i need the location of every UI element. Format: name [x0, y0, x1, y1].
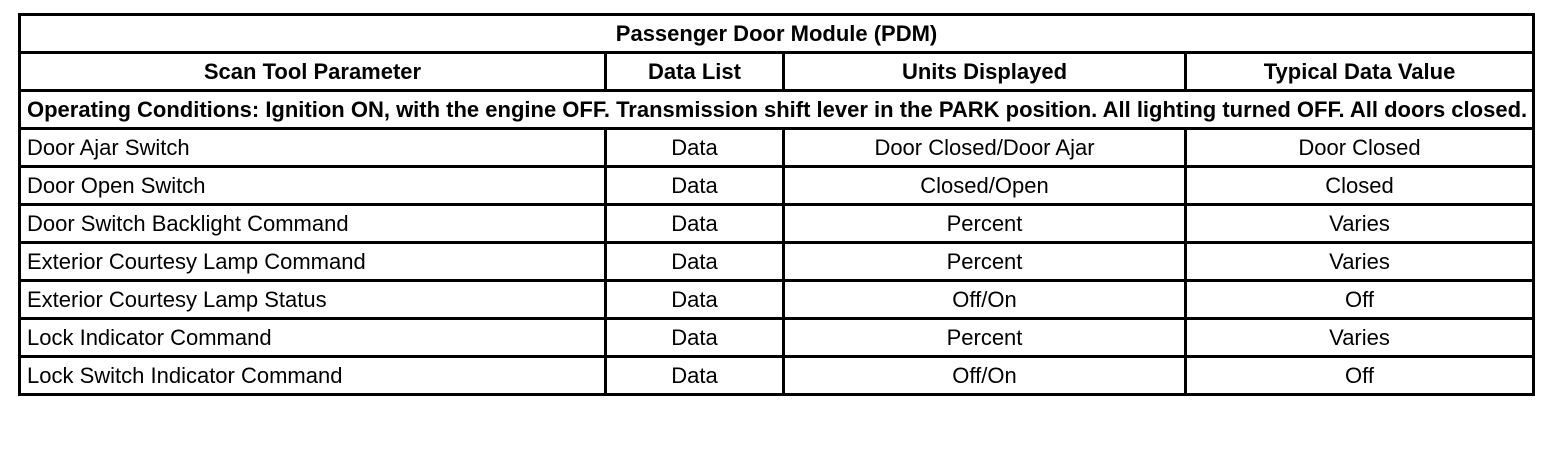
cell-units: Percent	[784, 319, 1186, 357]
header-typical-data-value: Typical Data Value	[1186, 53, 1534, 91]
cell-parameter: Lock Indicator Command	[20, 319, 606, 357]
cell-parameter: Door Switch Backlight Command	[20, 205, 606, 243]
cell-parameter: Door Open Switch	[20, 167, 606, 205]
table-row	[20, 129, 1534, 167]
operating-conditions: Operating Conditions: Ignition ON, with the engine OFF. Transmission shift lever in the PARK position. All lighting turned OFF. All doors closed.	[20, 91, 1534, 129]
cell-parameter: Exterior Courtesy Lamp Command	[20, 243, 606, 281]
table-row	[20, 205, 1534, 243]
header-units-displayed: Units Displayed	[784, 53, 1186, 91]
cell-data-list: Data	[606, 357, 784, 395]
cell-data-list: Data	[606, 167, 784, 205]
cell-data-list: Data	[606, 243, 784, 281]
cell-typical-value: Off	[1186, 281, 1534, 319]
pdm-data-table	[18, 13, 1535, 396]
cell-parameter: Door Ajar Switch	[20, 129, 606, 167]
cell-data-list: Data	[606, 205, 784, 243]
cell-typical-value: Varies	[1186, 243, 1534, 281]
cell-typical-value: Varies	[1186, 319, 1534, 357]
cell-typical-value: Off	[1186, 357, 1534, 395]
table-title-row	[20, 15, 1534, 53]
cell-units: Percent	[784, 243, 1186, 281]
cell-units: Closed/Open	[784, 167, 1186, 205]
cell-units: Off/On	[784, 357, 1186, 395]
cell-parameter: Exterior Courtesy Lamp Status	[20, 281, 606, 319]
cell-parameter: Lock Switch Indicator Command	[20, 357, 606, 395]
table-row	[20, 281, 1534, 319]
table-row	[20, 243, 1534, 281]
cell-typical-value: Closed	[1186, 167, 1534, 205]
table-row	[20, 167, 1534, 205]
table-title: Passenger Door Module (PDM)	[20, 15, 1534, 53]
table-row	[20, 319, 1534, 357]
header-scan-tool-parameter: Scan Tool Parameter	[20, 53, 606, 91]
cell-typical-value: Door Closed	[1186, 129, 1534, 167]
table-header-row	[20, 53, 1534, 91]
operating-conditions-row	[20, 91, 1534, 129]
cell-units: Percent	[784, 205, 1186, 243]
cell-data-list: Data	[606, 129, 784, 167]
header-data-list: Data List	[606, 53, 784, 91]
cell-units: Door Closed/Door Ajar	[784, 129, 1186, 167]
cell-units: Off/On	[784, 281, 1186, 319]
cell-data-list: Data	[606, 319, 784, 357]
cell-data-list: Data	[606, 281, 784, 319]
table-row	[20, 357, 1534, 395]
cell-typical-value: Varies	[1186, 205, 1534, 243]
